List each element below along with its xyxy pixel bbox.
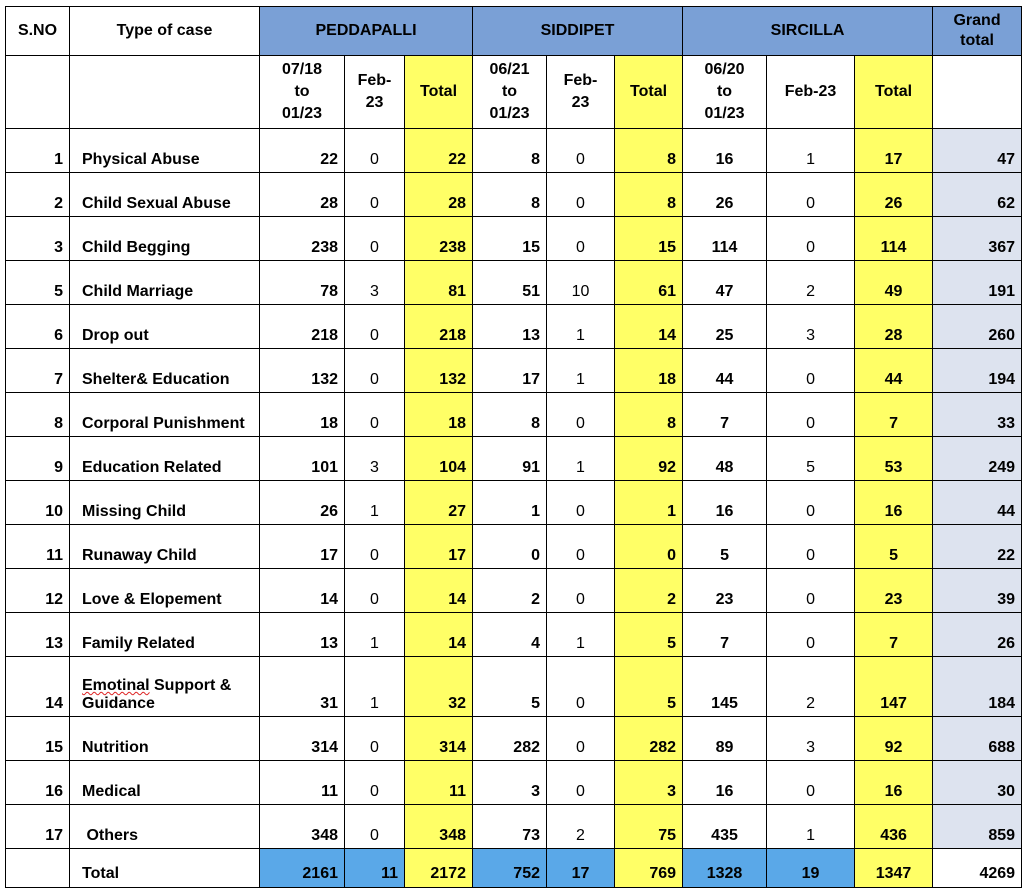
peddapalli-range-cell: 26 [260, 481, 345, 525]
siddipet-total-cell: 15 [615, 217, 683, 261]
table-row [6, 393, 1022, 437]
peddapalli-feb-cell: 1 [345, 657, 405, 717]
row-case-type: Shelter& Education [70, 349, 260, 393]
peddapalli-feb-cell: 0 [345, 805, 405, 849]
peddapalli-feb-cell: 0 [345, 393, 405, 437]
grand-total-cell: 62 [933, 173, 1022, 217]
siddipet-range-cell: 51 [473, 261, 547, 305]
range-line: 06/20 [704, 61, 745, 78]
siddipet-total-cell: 3 [615, 761, 683, 805]
siddipet-range-cell: 8 [473, 173, 547, 217]
grand-total-cell: 688 [933, 717, 1022, 761]
grand-total-cell: 22 [933, 525, 1022, 569]
siddipet-feb-cell: 0 [547, 393, 615, 437]
row-case-type: Education Related [70, 437, 260, 481]
case-rows [6, 129, 1022, 888]
sircilla-grand-total: 1347 [855, 849, 933, 888]
sircilla-feb-cell: 0 [767, 613, 855, 657]
sircilla-feb-cell: 5 [767, 437, 855, 481]
siddipet-range-cell: 282 [473, 717, 547, 761]
row-sno: 10 [6, 481, 70, 525]
siddipet-feb-cell: 1 [547, 305, 615, 349]
siddipet-total-cell: 61 [615, 261, 683, 305]
row-sno: 11 [6, 525, 70, 569]
peddapalli-range-cell: 13 [260, 613, 345, 657]
subheader-row [6, 56, 1022, 129]
peddapalli-feb-cell: 3 [345, 261, 405, 305]
siddipet-range-cell: 17 [473, 349, 547, 393]
sircilla-range-cell: 16 [683, 481, 767, 525]
subheader-blank-grand [933, 56, 1022, 129]
sircilla-feb-cell: 0 [767, 393, 855, 437]
peddapalli-grand-total: 2172 [405, 849, 473, 888]
table-row [6, 569, 1022, 613]
siddipet-total-cell: 2 [615, 569, 683, 613]
peddapalli-total-cell: 14 [405, 569, 473, 613]
siddipet-total-cell: 5 [615, 657, 683, 717]
peddapalli-total-cell: 18 [405, 393, 473, 437]
peddapalli-total-cell: 348 [405, 805, 473, 849]
siddipet-feb-cell: 0 [547, 481, 615, 525]
siddipet-total-cell: 282 [615, 717, 683, 761]
subheader-blank-sno [6, 56, 70, 129]
sircilla-feb-cell: 0 [767, 525, 855, 569]
sircilla-total-cell: 53 [855, 437, 933, 481]
peddapalli-total-cell: 27 [405, 481, 473, 525]
sircilla-range-cell: 435 [683, 805, 767, 849]
range-line: to [294, 83, 310, 100]
grand-total-cell: 39 [933, 569, 1022, 613]
siddipet-total-cell: 8 [615, 173, 683, 217]
siddipet-range-cell: 2 [473, 569, 547, 613]
sircilla-total-cell: 114 [855, 217, 933, 261]
grand-total-cell: 367 [933, 217, 1022, 261]
grand-total-header-line2: total [960, 32, 994, 49]
total-row-label: Total [70, 849, 260, 888]
peddapalli-total-header: Total [405, 56, 473, 129]
sircilla-range-header [683, 56, 767, 129]
sircilla-feb-total: 19 [767, 849, 855, 888]
case-table-wrapper [5, 6, 1022, 888]
sno-header: S.NO [6, 7, 70, 56]
grand-total-cell: 30 [933, 761, 1022, 805]
grand-total-header [933, 7, 1022, 56]
peddapalli-total-cell: 104 [405, 437, 473, 481]
siddipet-range-cell: 15 [473, 217, 547, 261]
peddapalli-feb-cell: 1 [345, 481, 405, 525]
sircilla-feb-cell: 3 [767, 717, 855, 761]
case-type-line1-rest: Support & [149, 677, 232, 694]
siddipet-range-cell: 1 [473, 481, 547, 525]
sircilla-range-cell: 16 [683, 761, 767, 805]
table-row [6, 349, 1022, 393]
sircilla-feb-cell: 1 [767, 129, 855, 173]
siddipet-total-cell: 75 [615, 805, 683, 849]
row-sno: 5 [6, 261, 70, 305]
siddipet-range-cell: 8 [473, 393, 547, 437]
sircilla-feb-cell: 0 [767, 761, 855, 805]
grand-total-cell: 194 [933, 349, 1022, 393]
sircilla-range-cell: 145 [683, 657, 767, 717]
range-line: to [716, 83, 733, 100]
siddipet-range-cell: 91 [473, 437, 547, 481]
peddapalli-feb-cell: 0 [345, 305, 405, 349]
sircilla-total-cell: 92 [855, 717, 933, 761]
row-case-type: Corporal Punishment [70, 393, 260, 437]
peddapalli-range-cell: 11 [260, 761, 345, 805]
sircilla-total-cell: 26 [855, 173, 933, 217]
peddapalli-range-cell: 238 [260, 217, 345, 261]
row-case-type: Physical Abuse [70, 129, 260, 173]
header-row [6, 7, 1022, 56]
siddipet-feb-cell: 1 [547, 613, 615, 657]
row-sno: 9 [6, 437, 70, 481]
peddapalli-range-cell: 17 [260, 525, 345, 569]
peddapalli-feb-cell: 0 [345, 761, 405, 805]
case-summary-table [5, 6, 1022, 888]
table-row [6, 717, 1022, 761]
table-row [6, 525, 1022, 569]
case-type-line1 [82, 677, 253, 695]
sircilla-total-cell: 16 [855, 481, 933, 525]
row-sno: 15 [6, 717, 70, 761]
range-line: 01/23 [704, 105, 745, 122]
peddapalli-total-cell: 132 [405, 349, 473, 393]
sircilla-total-cell: 5 [855, 525, 933, 569]
feb-line: 23 [365, 94, 384, 111]
peddapalli-feb-cell: 0 [345, 349, 405, 393]
row-sno: 12 [6, 569, 70, 613]
feb-line: Feb- [563, 72, 598, 89]
total-row-sno-blank [6, 849, 70, 888]
peddapalli-feb-cell: 1 [345, 613, 405, 657]
peddapalli-range-cell: 218 [260, 305, 345, 349]
peddapalli-range-total: 2161 [260, 849, 345, 888]
district-header-peddapalli: PEDDAPALLI [260, 7, 473, 56]
peddapalli-feb-header [345, 56, 405, 129]
row-sno: 1 [6, 129, 70, 173]
siddipet-feb-cell: 1 [547, 437, 615, 481]
siddipet-feb-cell: 0 [547, 525, 615, 569]
sircilla-range-cell: 89 [683, 717, 767, 761]
range-line: 06/21 [489, 61, 530, 78]
sircilla-range-cell: 25 [683, 305, 767, 349]
table-row [6, 173, 1022, 217]
peddapalli-feb-cell: 0 [345, 717, 405, 761]
grand-total-cell: 33 [933, 393, 1022, 437]
row-case-type: Love & Elopement [70, 569, 260, 613]
sircilla-total-header: Total [855, 56, 933, 129]
sircilla-feb-cell: 0 [767, 173, 855, 217]
grand-total-cell: 859 [933, 805, 1022, 849]
peddapalli-total-cell: 81 [405, 261, 473, 305]
siddipet-total-header: Total [615, 56, 683, 129]
siddipet-total-cell: 92 [615, 437, 683, 481]
sircilla-feb-cell: 1 [767, 805, 855, 849]
sircilla-feb-cell: 0 [767, 569, 855, 613]
range-line: 01/23 [281, 105, 323, 122]
sircilla-total-cell: 436 [855, 805, 933, 849]
peddapalli-total-cell: 218 [405, 305, 473, 349]
type-of-case-header: Type of case [70, 7, 260, 56]
peddapalli-range-cell: 348 [260, 805, 345, 849]
row-sno: 17 [6, 805, 70, 849]
peddapalli-range-cell: 31 [260, 657, 345, 717]
siddipet-feb-cell: 0 [547, 569, 615, 613]
siddipet-feb-cell: 0 [547, 657, 615, 717]
row-sno: 8 [6, 393, 70, 437]
case-type-misspelled-word: Emotinal [82, 677, 150, 694]
row-case-type: Medical [70, 761, 260, 805]
table-row [6, 805, 1022, 849]
table-row [6, 437, 1022, 481]
siddipet-range-total: 752 [473, 849, 547, 888]
peddapalli-range-cell: 132 [260, 349, 345, 393]
siddipet-range-cell: 4 [473, 613, 547, 657]
sircilla-total-cell: 44 [855, 349, 933, 393]
grand-total-cell: 44 [933, 481, 1022, 525]
siddipet-feb-cell: 0 [547, 217, 615, 261]
siddipet-feb-cell: 2 [547, 805, 615, 849]
sircilla-feb-cell: 0 [767, 217, 855, 261]
peddapalli-total-cell: 32 [405, 657, 473, 717]
sircilla-range-cell: 23 [683, 569, 767, 613]
siddipet-total-cell: 8 [615, 393, 683, 437]
siddipet-total-cell: 1 [615, 481, 683, 525]
sircilla-range-cell: 7 [683, 393, 767, 437]
table-row [6, 261, 1022, 305]
siddipet-feb-header [547, 56, 615, 129]
sircilla-range-cell: 48 [683, 437, 767, 481]
siddipet-feb-cell: 10 [547, 261, 615, 305]
table-row [6, 657, 1022, 717]
table-row [6, 761, 1022, 805]
table-row [6, 613, 1022, 657]
table-row [6, 481, 1022, 525]
siddipet-total-cell: 18 [615, 349, 683, 393]
peddapalli-total-cell: 14 [405, 613, 473, 657]
peddapalli-total-cell: 314 [405, 717, 473, 761]
siddipet-range-cell: 13 [473, 305, 547, 349]
siddipet-feb-cell: 0 [547, 173, 615, 217]
row-case-type [70, 657, 260, 717]
row-sno: 2 [6, 173, 70, 217]
sircilla-range-cell: 16 [683, 129, 767, 173]
siddipet-total-cell: 8 [615, 129, 683, 173]
peddapalli-total-cell: 238 [405, 217, 473, 261]
peddapalli-range-cell: 101 [260, 437, 345, 481]
district-header-sircilla: SIRCILLA [683, 7, 933, 56]
sircilla-total-cell: 17 [855, 129, 933, 173]
peddapalli-feb-cell: 0 [345, 525, 405, 569]
sircilla-feb-cell: 0 [767, 349, 855, 393]
grand-total-cell: 47 [933, 129, 1022, 173]
sircilla-range-cell: 7 [683, 613, 767, 657]
sircilla-total-cell: 7 [855, 613, 933, 657]
row-case-type: Child Marriage [70, 261, 260, 305]
peddapalli-feb-cell: 0 [345, 173, 405, 217]
sircilla-feb-cell: 2 [767, 261, 855, 305]
siddipet-range-cell: 8 [473, 129, 547, 173]
district-header-siddipet: SIDDIPET [473, 7, 683, 56]
siddipet-feb-cell: 0 [547, 717, 615, 761]
peddapalli-feb-cell: 3 [345, 437, 405, 481]
range-line: to [501, 83, 518, 100]
siddipet-feb-cell: 0 [547, 761, 615, 805]
grand-total-cell: 184 [933, 657, 1022, 717]
sircilla-range-cell: 26 [683, 173, 767, 217]
sircilla-total-cell: 23 [855, 569, 933, 613]
sircilla-feb-cell: 2 [767, 657, 855, 717]
siddipet-feb-total: 17 [547, 849, 615, 888]
row-sno: 7 [6, 349, 70, 393]
peddapalli-range-cell: 314 [260, 717, 345, 761]
siddipet-grand-total: 769 [615, 849, 683, 888]
siddipet-range-cell: 3 [473, 761, 547, 805]
range-line: 07/18 [281, 61, 323, 78]
feb-line: 23 [571, 94, 590, 111]
peddapalli-range-cell: 78 [260, 261, 345, 305]
siddipet-total-cell: 0 [615, 525, 683, 569]
grand-total-cell: 26 [933, 613, 1022, 657]
sircilla-total-cell: 16 [855, 761, 933, 805]
sircilla-feb-cell: 0 [767, 481, 855, 525]
peddapalli-feb-total: 11 [345, 849, 405, 888]
row-case-type: Missing Child [70, 481, 260, 525]
grand-total-header-line1: Grand [953, 12, 1001, 29]
table-row [6, 129, 1022, 173]
sircilla-total-cell: 7 [855, 393, 933, 437]
siddipet-feb-cell: 1 [547, 349, 615, 393]
siddipet-total-cell: 14 [615, 305, 683, 349]
sircilla-range-cell: 114 [683, 217, 767, 261]
peddapalli-feb-cell: 0 [345, 569, 405, 613]
grand-total-cell: 260 [933, 305, 1022, 349]
sircilla-range-cell: 47 [683, 261, 767, 305]
row-sno: 14 [6, 657, 70, 717]
table-row [6, 217, 1022, 261]
siddipet-range-header [473, 56, 547, 129]
siddipet-total-cell: 5 [615, 613, 683, 657]
table-row [6, 305, 1022, 349]
grand-total-cell: 191 [933, 261, 1022, 305]
peddapalli-total-cell: 11 [405, 761, 473, 805]
siddipet-feb-cell: 0 [547, 129, 615, 173]
sircilla-range-cell: 5 [683, 525, 767, 569]
row-case-type: Runaway Child [70, 525, 260, 569]
siddipet-range-cell: 0 [473, 525, 547, 569]
row-sno: 13 [6, 613, 70, 657]
peddapalli-range-cell: 18 [260, 393, 345, 437]
case-type-line2: Guidance [82, 695, 155, 712]
row-sno: 6 [6, 305, 70, 349]
sircilla-total-cell: 49 [855, 261, 933, 305]
row-sno: 3 [6, 217, 70, 261]
feb-line: Feb- [357, 72, 392, 89]
row-case-type: Child Begging [70, 217, 260, 261]
sircilla-total-cell: 28 [855, 305, 933, 349]
range-line: 01/23 [489, 105, 530, 122]
row-case-type: Drop out [70, 305, 260, 349]
sircilla-feb-header: Feb-23 [767, 56, 855, 129]
row-case-type: Others [70, 805, 260, 849]
sircilla-total-cell: 147 [855, 657, 933, 717]
sircilla-range-cell: 44 [683, 349, 767, 393]
sircilla-range-total: 1328 [683, 849, 767, 888]
peddapalli-feb-cell: 0 [345, 129, 405, 173]
peddapalli-range-header [260, 56, 345, 129]
row-case-type: Family Related [70, 613, 260, 657]
peddapalli-total-cell: 28 [405, 173, 473, 217]
peddapalli-feb-cell: 0 [345, 217, 405, 261]
peddapalli-range-cell: 22 [260, 129, 345, 173]
sircilla-feb-cell: 3 [767, 305, 855, 349]
subheader-blank-type [70, 56, 260, 129]
total-row [6, 849, 1022, 888]
row-case-type: Child Sexual Abuse [70, 173, 260, 217]
peddapalli-range-cell: 28 [260, 173, 345, 217]
peddapalli-range-cell: 14 [260, 569, 345, 613]
grand-total-cell: 249 [933, 437, 1022, 481]
overall-grand-total: 4269 [933, 849, 1022, 888]
siddipet-range-cell: 73 [473, 805, 547, 849]
peddapalli-total-cell: 17 [405, 525, 473, 569]
row-case-type: Nutrition [70, 717, 260, 761]
siddipet-range-cell: 5 [473, 657, 547, 717]
peddapalli-total-cell: 22 [405, 129, 473, 173]
row-sno: 16 [6, 761, 70, 805]
